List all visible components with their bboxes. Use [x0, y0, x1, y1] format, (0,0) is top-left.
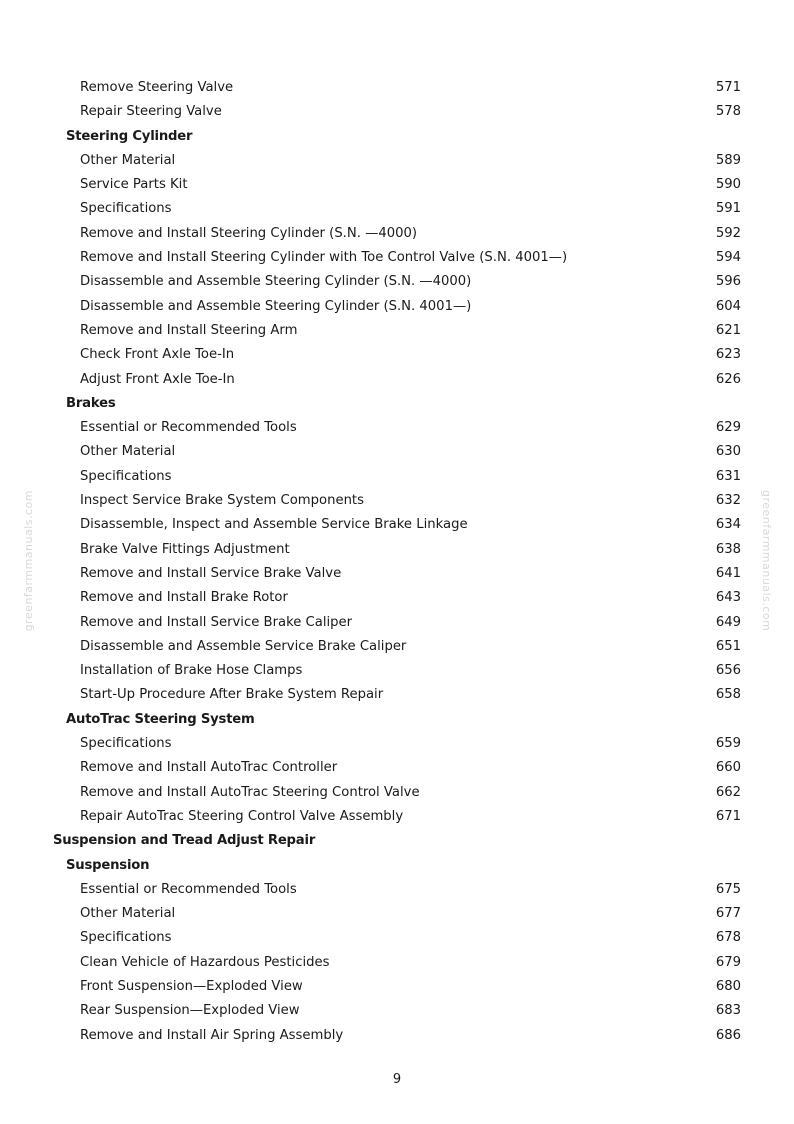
table-of-contents [0, 76, 794, 1048]
toc-entry-title: Specifications [80, 201, 172, 217]
toc-entry-title: Brakes [66, 395, 116, 411]
toc-entry-title: Check Front Axle Toe-In [80, 347, 235, 363]
toc-entry[interactable] [0, 246, 794, 270]
toc-entry-title: Start-Up Procedure After Brake System Repair [80, 687, 384, 703]
watermark-right: greenfarmmanuals.com [760, 490, 773, 632]
toc-entry[interactable] [0, 440, 794, 464]
toc-entry[interactable] [0, 197, 794, 221]
toc-entry-title: Inspect Service Brake System Components [80, 493, 364, 509]
toc-entry[interactable] [0, 975, 794, 999]
toc-entry[interactable] [0, 343, 794, 367]
toc-entry-page-number: 671 [715, 808, 741, 824]
toc-entry-title: Other Material [80, 906, 176, 922]
toc-entry-title: AutoTrac Steering System [66, 711, 255, 727]
toc-entry-page-number: 630 [715, 444, 741, 460]
toc-entry-title: Disassemble, Inspect and Assemble Service Brake Linkage [80, 517, 468, 533]
toc-entry-page-number: 660 [715, 760, 741, 776]
toc-entry-title: Repair Steering Valve [80, 104, 222, 120]
toc-entry-page-number: 596 [715, 274, 741, 290]
toc-entry-page-number: 594 [715, 250, 741, 266]
toc-entry[interactable] [0, 489, 794, 513]
toc-entry-page-number: 629 [715, 420, 741, 436]
toc-entry-title: Specifications [80, 468, 172, 484]
toc-entry-title: Remove and Install Steering Cylinder with Toe Control Valve (S.N. 4001—) [80, 250, 568, 266]
toc-entry[interactable] [0, 76, 794, 100]
toc-entry[interactable] [0, 683, 794, 707]
toc-entry-page-number: 638 [715, 541, 741, 557]
toc-entry-page-number: 643 [715, 590, 741, 606]
toc-entry-title: Repair AutoTrac Steering Control Valve Assembly [80, 808, 404, 824]
page-number: 9 [392, 1072, 402, 1087]
toc-entry-title: Disassemble and Assemble Steering Cylinder (S.N. 4001—) [80, 298, 472, 314]
toc-entry-title: Disassemble and Assemble Steering Cylinder (S.N. —4000) [80, 274, 472, 290]
toc-entry-page-number: 578 [715, 104, 741, 120]
toc-entry[interactable] [0, 878, 794, 902]
toc-section-heading[interactable] [0, 392, 794, 416]
toc-entry-page-number: 589 [715, 152, 741, 168]
toc-entry-page-number: 649 [715, 614, 741, 630]
toc-entry-title: Specifications [80, 736, 172, 752]
toc-entry-title: Rear Suspension—Exploded View [80, 1003, 300, 1019]
toc-entry-title: Remove and Install Brake Rotor [80, 590, 288, 606]
toc-entry-title: Remove and Install Steering Arm [80, 322, 298, 338]
toc-entry[interactable] [0, 756, 794, 780]
toc-entry-page-number: 686 [715, 1027, 741, 1043]
toc-entry[interactable] [0, 222, 794, 246]
toc-entry-title: Remove and Install AutoTrac Steering Control Valve [80, 784, 420, 800]
toc-entry[interactable] [0, 465, 794, 489]
toc-entry-title: Adjust Front Axle Toe-In [80, 371, 235, 387]
toc-entry-page-number: 591 [715, 201, 741, 217]
toc-entry[interactable] [0, 319, 794, 343]
toc-entry-title: Clean Vehicle of Hazardous Pesticides [80, 954, 330, 970]
toc-entry-page-number: 592 [715, 225, 741, 241]
toc-entry-page-number: 677 [715, 906, 741, 922]
toc-entry[interactable] [0, 538, 794, 562]
toc-entry-page-number: 651 [715, 638, 741, 654]
toc-entry-title: Steering Cylinder [66, 128, 193, 144]
toc-entry-title: Service Parts Kit [80, 177, 188, 193]
toc-entry-page-number: 678 [715, 930, 741, 946]
toc-entry[interactable] [0, 732, 794, 756]
toc-entry-title: Essential or Recommended Tools [80, 881, 297, 897]
toc-entry-page-number: 679 [715, 954, 741, 970]
toc-entry-page-number: 658 [715, 687, 741, 703]
toc-entry-title: Other Material [80, 152, 176, 168]
toc-entry[interactable] [0, 149, 794, 173]
toc-entry[interactable] [0, 173, 794, 197]
toc-entry-title: Remove and Install Service Brake Caliper [80, 614, 353, 630]
toc-entry-page-number: 675 [715, 881, 741, 897]
toc-entry[interactable] [0, 926, 794, 950]
toc-entry[interactable] [0, 951, 794, 975]
toc-entry-title: Remove Steering Valve [80, 80, 234, 95]
toc-entry-page-number: 634 [715, 517, 741, 533]
toc-entry-title: Specifications [80, 930, 172, 946]
toc-section-heading[interactable] [0, 829, 794, 853]
toc-entry-title: Remove and Install Service Brake Valve [80, 565, 342, 581]
toc-entry-page-number: 631 [715, 468, 741, 484]
toc-entry[interactable] [0, 368, 794, 392]
toc-entry[interactable] [0, 781, 794, 805]
toc-entry-page-number: 590 [715, 177, 741, 193]
toc-entry-title: Remove and Install Air Spring Assembly [80, 1027, 344, 1043]
toc-section-heading[interactable] [0, 125, 794, 149]
toc-entry-page-number: 656 [715, 663, 741, 679]
toc-entry-title: Remove and Install Steering Cylinder (S.N. —4000) [80, 225, 418, 241]
toc-entry[interactable] [0, 999, 794, 1023]
toc-entry-title: Suspension [66, 857, 150, 873]
toc-entry[interactable] [0, 659, 794, 683]
toc-entry-page-number: 604 [715, 298, 741, 314]
toc-entry-title: Disassemble and Assemble Service Brake Caliper [80, 638, 407, 654]
toc-entry[interactable] [0, 902, 794, 926]
watermark-left: greenfarmmanuals.com [22, 490, 35, 632]
toc-entry-page-number: 632 [715, 493, 741, 509]
toc-entry-title: Brake Valve Fittings Adjustment [80, 541, 290, 557]
toc-entry-page-number: 623 [715, 347, 741, 363]
toc-entry-title: Essential or Recommended Tools [80, 420, 297, 436]
toc-entry[interactable] [0, 1024, 794, 1048]
toc-entry-page-number: 626 [715, 371, 741, 387]
toc-entry-page-number: 571 [715, 80, 741, 95]
toc-entry[interactable] [0, 100, 794, 124]
toc-entry[interactable] [0, 805, 794, 829]
toc-entry-title: Installation of Brake Hose Clamps [80, 663, 303, 679]
toc-entry-title: Suspension and Tread Adjust Repair [53, 833, 316, 849]
toc-entry-page-number: 680 [715, 978, 741, 994]
toc-entry[interactable] [0, 295, 794, 319]
toc-section-heading[interactable] [0, 854, 794, 878]
toc-entry-page-number: 683 [715, 1003, 741, 1019]
toc-entry[interactable] [0, 562, 794, 586]
toc-entry[interactable] [0, 270, 794, 294]
toc-entry[interactable] [0, 586, 794, 610]
toc-entry-page-number: 659 [715, 736, 741, 752]
toc-entry-page-number: 662 [715, 784, 741, 800]
toc-entry-page-number: 641 [715, 565, 741, 581]
toc-entry-title: Front Suspension—Exploded View [80, 978, 303, 994]
toc-entry[interactable] [0, 611, 794, 635]
toc-entry-page-number: 621 [715, 322, 741, 338]
toc-entry-title: Remove and Install AutoTrac Controller [80, 760, 338, 776]
toc-entry[interactable] [0, 416, 794, 440]
toc-section-heading[interactable] [0, 708, 794, 732]
toc-entry[interactable] [0, 513, 794, 537]
toc-entry[interactable] [0, 635, 794, 659]
toc-entry-title: Other Material [80, 444, 176, 460]
